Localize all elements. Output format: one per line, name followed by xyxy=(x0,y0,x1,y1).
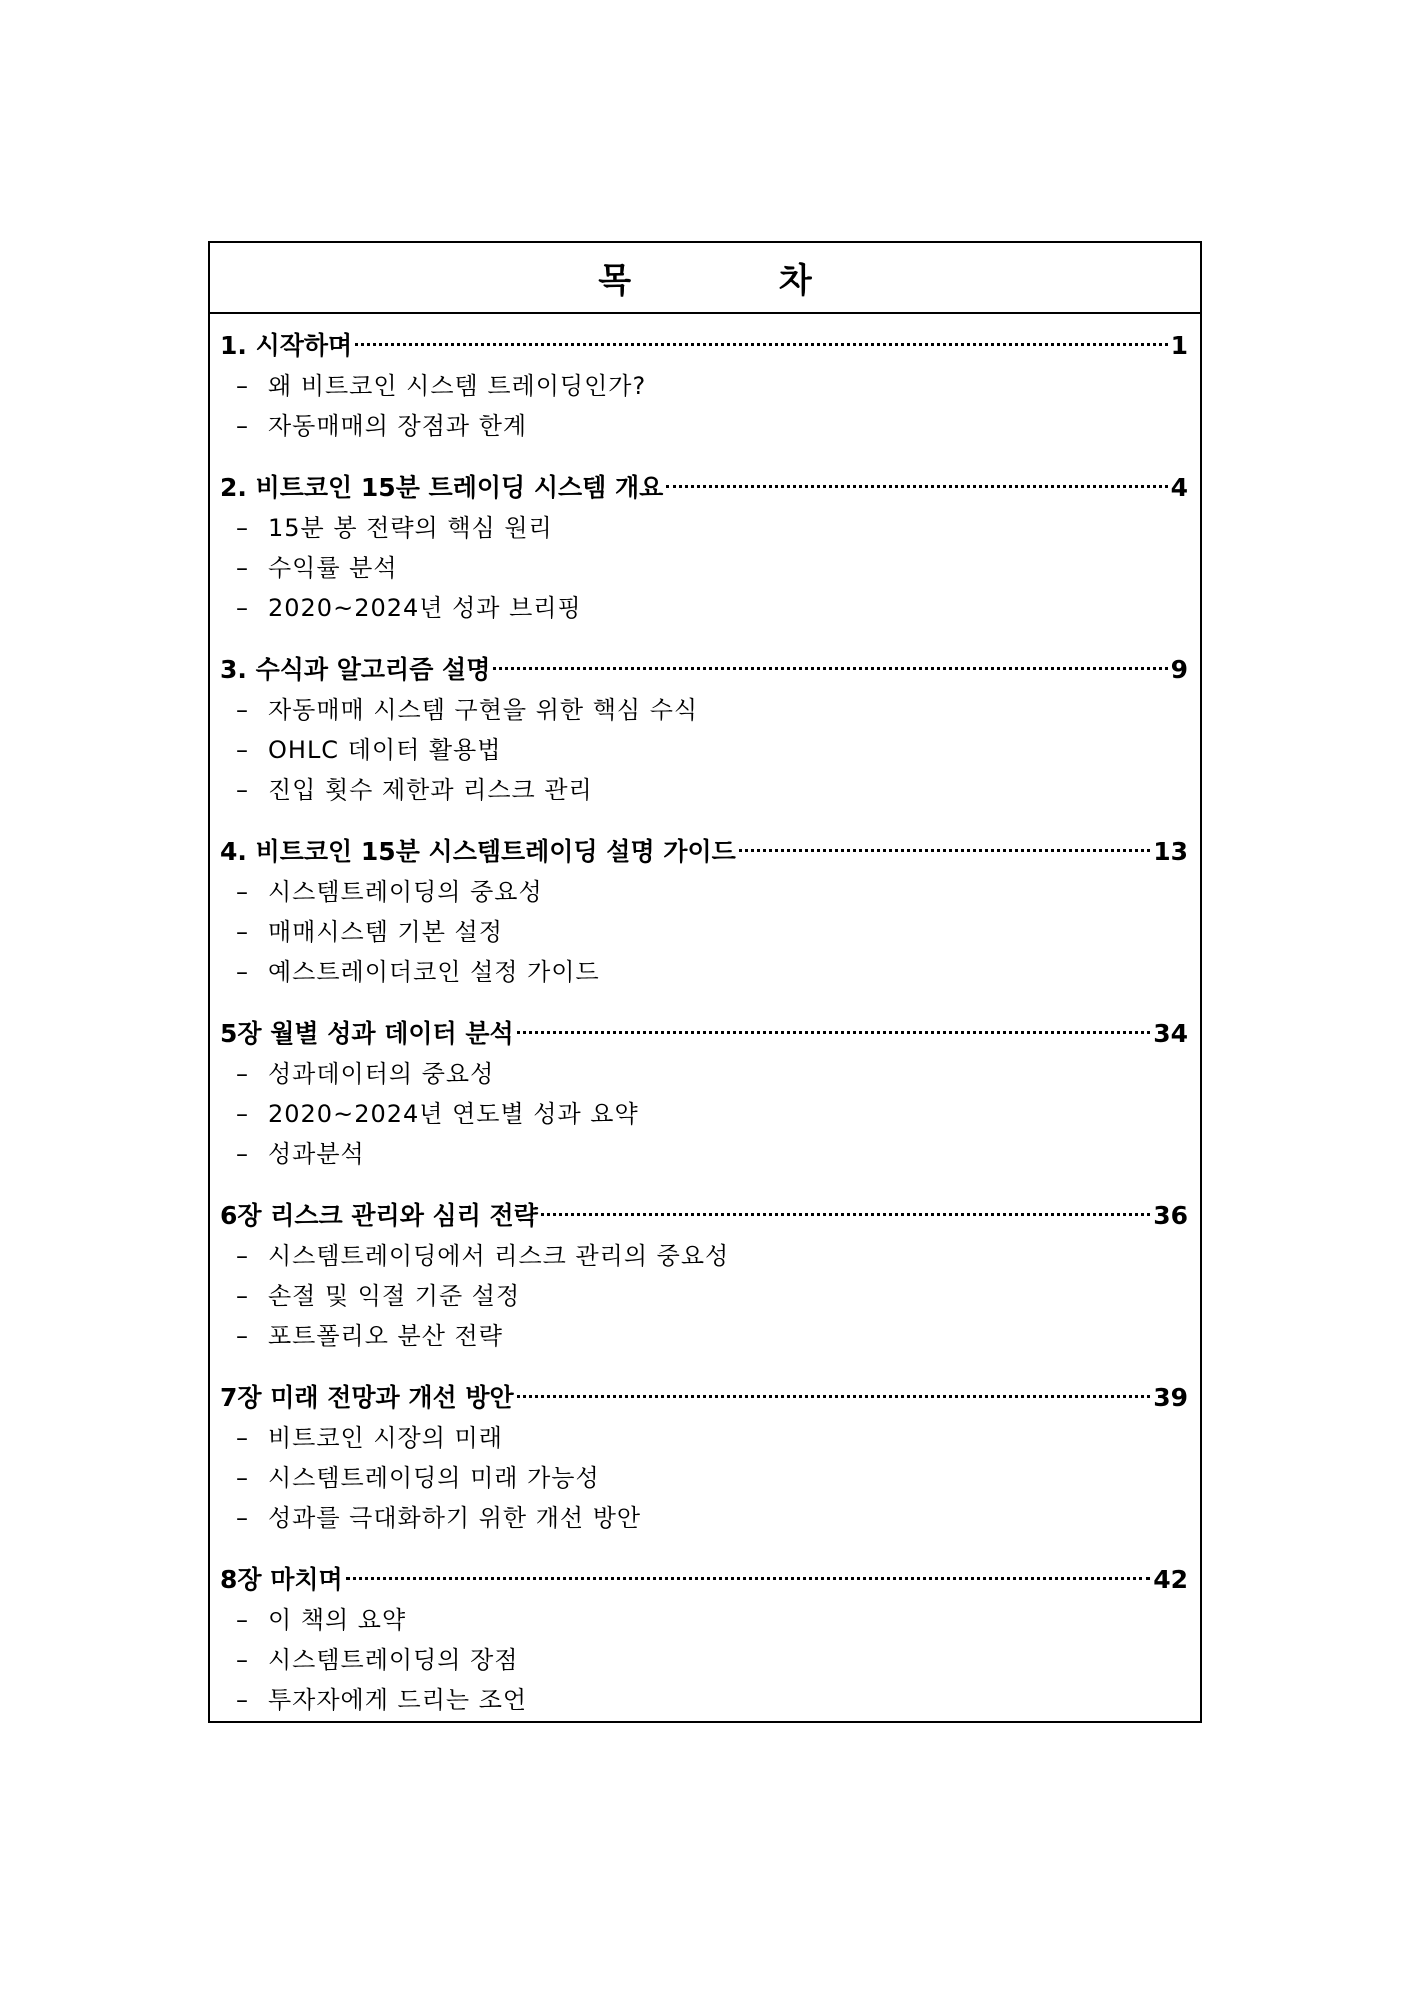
subsection-label: 포트폴리오 분산 전략 xyxy=(268,1322,503,1350)
dash-bullet: – xyxy=(236,594,249,622)
dash-bullet: – xyxy=(236,372,249,400)
subsection-list xyxy=(220,1236,1188,1356)
toc-subsection-item[interactable] xyxy=(220,770,1188,810)
toc-subsection-item[interactable] xyxy=(220,730,1188,770)
toc-subsection-item[interactable] xyxy=(220,952,1188,992)
dash-bullet: – xyxy=(236,1100,249,1128)
dash-bullet: – xyxy=(236,1060,249,1088)
toc-section-heading[interactable] xyxy=(220,326,1188,366)
dash-bullet: – xyxy=(236,1242,249,1270)
toc-section xyxy=(220,326,1188,446)
subsection-label: 시스템트레이딩의 장점 xyxy=(268,1646,519,1674)
dash-bullet: – xyxy=(236,1504,249,1532)
toc-subsection-item[interactable] xyxy=(220,588,1188,628)
toc-section-heading[interactable] xyxy=(220,1014,1188,1054)
toc-section-heading[interactable] xyxy=(220,832,1188,872)
dash-bullet: – xyxy=(236,958,249,986)
subsection-list xyxy=(220,1418,1188,1538)
toc-section-heading[interactable] xyxy=(220,650,1188,690)
dash-bullet: – xyxy=(236,878,249,906)
page-number: 39 xyxy=(1153,1383,1188,1412)
toc-section-heading[interactable] xyxy=(220,468,1188,508)
toc-subsection-item[interactable] xyxy=(220,1418,1188,1458)
subsection-label: 자동매매 시스템 구현을 위한 핵심 수식 xyxy=(268,696,699,724)
subsection-label: 시스템트레이딩에서 리스크 관리의 중요성 xyxy=(268,1242,730,1270)
dash-bullet: – xyxy=(236,696,249,724)
subsection-list xyxy=(220,872,1188,992)
dot-leader xyxy=(666,485,1167,488)
subsection-label: 성과분석 xyxy=(268,1140,365,1168)
section-title: 6장 리스크 관리와 심리 전략 xyxy=(220,1201,538,1230)
section-title: 4. 비트코인 15분 시스템트레이딩 설명 가이드 xyxy=(220,837,736,866)
subsection-list xyxy=(220,690,1188,810)
toc-subsection-item[interactable] xyxy=(220,690,1188,730)
dash-bullet: – xyxy=(236,1606,249,1634)
toc-subsection-item[interactable] xyxy=(220,1498,1188,1538)
dash-bullet: – xyxy=(236,1686,249,1714)
dash-bullet: – xyxy=(236,412,249,440)
dash-bullet: – xyxy=(236,1646,249,1674)
toc-subsection-item[interactable] xyxy=(220,1276,1188,1316)
subsection-label: OHLC 데이터 활용법 xyxy=(268,736,502,764)
dot-leader xyxy=(355,343,1167,346)
subsection-list xyxy=(220,1600,1188,1720)
table-of-contents xyxy=(208,241,1202,1723)
toc-subsection-item[interactable] xyxy=(220,548,1188,588)
dash-bullet: – xyxy=(236,776,249,804)
subsection-label: 시스템트레이딩의 미래 가능성 xyxy=(268,1464,600,1492)
toc-subsection-item[interactable] xyxy=(220,872,1188,912)
section-title: 8장 마치며 xyxy=(220,1565,343,1594)
toc-section xyxy=(220,1378,1188,1538)
toc-body xyxy=(210,314,1200,1720)
page-number: 36 xyxy=(1153,1201,1188,1230)
dot-leader xyxy=(541,1213,1150,1216)
toc-subsection-item[interactable] xyxy=(220,912,1188,952)
page-number: 34 xyxy=(1153,1019,1188,1048)
subsection-label: 비트코인 시장의 미래 xyxy=(268,1424,503,1452)
toc-subsection-item[interactable] xyxy=(220,406,1188,446)
subsection-list xyxy=(220,1054,1188,1174)
section-title: 1. 시작하며 xyxy=(220,331,353,360)
toc-subsection-item[interactable] xyxy=(220,1600,1188,1640)
toc-section-heading[interactable] xyxy=(220,1196,1188,1236)
toc-subsection-item[interactable] xyxy=(220,1640,1188,1680)
dash-bullet: – xyxy=(236,736,249,764)
dash-bullet: – xyxy=(236,554,249,582)
section-title: 5장 월별 성과 데이터 분석 xyxy=(220,1019,514,1048)
subsection-label: 시스템트레이딩의 중요성 xyxy=(268,878,543,906)
toc-section xyxy=(220,468,1188,628)
dash-bullet: – xyxy=(236,1464,249,1492)
toc-section xyxy=(220,1560,1188,1720)
dash-bullet: – xyxy=(236,918,249,946)
toc-subsection-item[interactable] xyxy=(220,1680,1188,1720)
toc-section xyxy=(220,832,1188,992)
toc-section-heading[interactable] xyxy=(220,1378,1188,1418)
toc-title: 목 차 xyxy=(598,261,880,301)
page-number: 9 xyxy=(1170,655,1188,684)
subsection-label: 진입 횟수 제한과 리스크 관리 xyxy=(268,776,593,804)
toc-subsection-item[interactable] xyxy=(220,1458,1188,1498)
toc-section-heading[interactable] xyxy=(220,1560,1188,1600)
subsection-label: 손절 및 익절 기준 설정 xyxy=(268,1282,521,1310)
toc-subsection-item[interactable] xyxy=(220,508,1188,548)
toc-subsection-item[interactable] xyxy=(220,1134,1188,1174)
dash-bullet: – xyxy=(236,1282,249,1310)
toc-subsection-item[interactable] xyxy=(220,1094,1188,1134)
page-number: 13 xyxy=(1153,837,1188,866)
subsection-label: 15분 봉 전략의 핵심 원리 xyxy=(268,514,553,542)
subsection-label: 성과를 극대화하기 위한 개선 방안 xyxy=(268,1504,642,1532)
toc-subsection-item[interactable] xyxy=(220,1054,1188,1094)
dash-bullet: – xyxy=(236,1140,249,1168)
page-number: 1 xyxy=(1170,331,1188,360)
subsection-label: 이 책의 요약 xyxy=(268,1606,407,1634)
dash-bullet: – xyxy=(236,1322,249,1350)
subsection-label: 자동매매의 장점과 한계 xyxy=(268,412,528,440)
toc-header xyxy=(210,243,1200,314)
toc-section xyxy=(220,1014,1188,1174)
subsection-label: 2020~2024년 성과 브리핑 xyxy=(268,594,582,622)
subsection-label: 매매시스템 기본 설정 xyxy=(268,918,503,946)
subsection-label: 2020~2024년 연도별 성과 요약 xyxy=(268,1100,639,1128)
subsection-label: 성과데이터의 중요성 xyxy=(268,1060,495,1088)
subsection-label: 수익률 분석 xyxy=(268,554,398,582)
dot-leader xyxy=(493,667,1167,670)
subsection-list xyxy=(220,508,1188,628)
dot-leader xyxy=(517,1031,1150,1034)
dot-leader xyxy=(517,1395,1150,1398)
dash-bullet: – xyxy=(236,1424,249,1452)
section-title: 3. 수식과 알고리즘 설명 xyxy=(220,655,491,684)
subsection-label: 예스트레이더코인 설정 가이드 xyxy=(268,958,600,986)
page-number: 4 xyxy=(1170,473,1188,502)
toc-subsection-item[interactable] xyxy=(220,366,1188,406)
section-title: 2. 비트코인 15분 트레이딩 시스템 개요 xyxy=(220,473,664,502)
toc-section xyxy=(220,1196,1188,1356)
subsection-list xyxy=(220,366,1188,446)
dot-leader xyxy=(346,1577,1151,1580)
toc-subsection-item[interactable] xyxy=(220,1316,1188,1356)
toc-subsection-item[interactable] xyxy=(220,1236,1188,1276)
toc-section xyxy=(220,650,1188,810)
dot-leader xyxy=(739,849,1150,852)
subsection-label: 투자자에게 드리는 조언 xyxy=(268,1686,528,1714)
section-title: 7장 미래 전망과 개선 방안 xyxy=(220,1383,514,1412)
page-number: 42 xyxy=(1153,1565,1188,1594)
subsection-label: 왜 비트코인 시스템 트레이딩인가? xyxy=(268,372,647,400)
dash-bullet: – xyxy=(236,514,249,542)
